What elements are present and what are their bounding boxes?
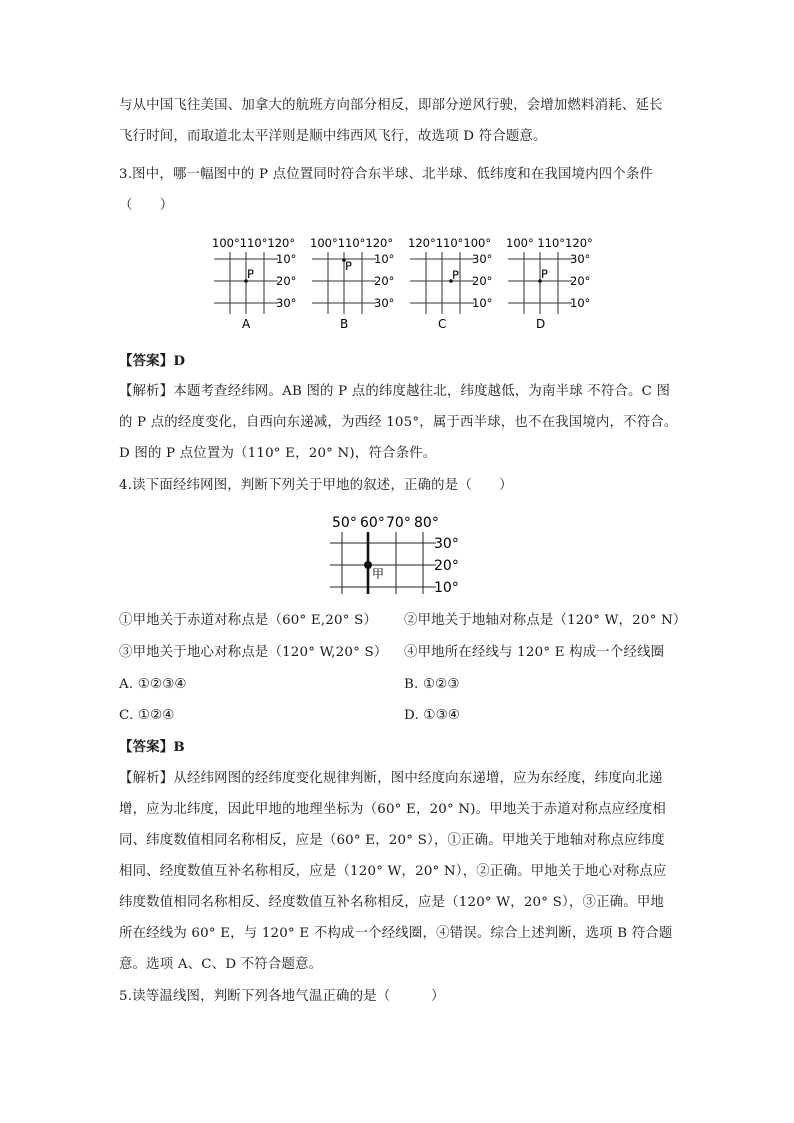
q4-analysis-2: 增，应为北纬度，因此甲地的地理坐标为（60° E，20° N)。甲地关于赤道对称点应经度相 — [119, 802, 666, 817]
q3-fig-b-label: B — [340, 317, 349, 331]
q3-fig-d-lat2: 20° — [570, 274, 591, 288]
q3-fig-c-lat1: 30° — [472, 252, 493, 266]
q3-fig-a-lat2: 20° — [276, 274, 297, 288]
q3-fig-a-p: P — [247, 267, 254, 281]
q3-stem: 3.图中，哪一幅图中的 P 点位置同时符合东半球、北半球、低纬度和在我国境内四个条件 — [119, 167, 654, 182]
q4-fig-lat-30: 30° — [434, 536, 459, 552]
q4-fig-point — [364, 561, 372, 569]
q3-analysis-1: 【解析】本题考查经纬网。AB 图的 P 点的纬度越往北，纬度越低，为南半球 不符合。C 图 — [119, 384, 671, 399]
q4-option-2: ②甲地关于地轴对称点是（120° W，20° N） — [404, 613, 687, 628]
q3-analysis-2: 的 P 点的经度变化，自西向东递减，为西经 105°，属于西半球，也不在我国境内，不符合。 — [119, 415, 678, 430]
q4-analysis-4: 相同、经度数值互补名称相反，应是（120° W，20° N），②正确。甲地关于地心对称点应 — [119, 864, 667, 879]
q4-fig-lon-70: 70° — [386, 515, 411, 531]
intro-line-2: 飞行时间，而取道北太平洋则是顺中纬西风飞行，故选项 D 符合题意。 — [119, 129, 547, 144]
q4-analysis-7: 意。选项 A、C、D 不符合题意。 — [119, 957, 323, 972]
q3-answer: 【答案】D — [119, 353, 186, 369]
q4-choice-b: B. ①②③ — [404, 677, 460, 692]
q4-choice-c: C. ①②④ — [119, 708, 175, 723]
q3-fig-b-p: P — [345, 259, 352, 273]
q3-fig-a-top: 100°110°120° — [212, 236, 296, 250]
q3-fig-d-lat3: 10° — [570, 296, 591, 310]
q4-analysis-6: 所在经线为 60° E，与 120° E 不构成一个经线圈，④错误。综合上述判断，选项 B 符合题 — [119, 926, 673, 941]
q3-fig-b-lat2: 20° — [374, 274, 395, 288]
q3-fig-c-top: 120°110°100° — [408, 236, 492, 250]
q4-figure — [326, 512, 476, 602]
q4-choice-a: A. ①②③④ — [119, 677, 187, 692]
q3-figures — [206, 234, 606, 334]
q4-fig-lon-80: 80° — [414, 515, 439, 531]
q5-stem: 5.读等温线图，判断下列各地气温正确的是（ ） — [119, 989, 445, 1004]
q4-option-4: ④甲地所在经线与 120° E 构成一个经线圈 — [404, 645, 665, 660]
q3-fig-d-lat1: 30° — [570, 252, 591, 266]
q4-answer: 【答案】B — [119, 739, 185, 755]
q3-fig-b-lat1: 10° — [374, 252, 395, 266]
q3-fig-d-p: P — [541, 267, 548, 281]
q4-fig-lat-10: 10° — [434, 580, 459, 596]
q3-fig-a-label: A — [242, 317, 251, 331]
q3-fig-d-top: 100° 110°120° — [506, 236, 593, 250]
q4-fig-lon-60: 60° — [360, 515, 385, 531]
q3-fig-b-top: 100°110°120° — [310, 236, 394, 250]
q3-figure-b — [310, 236, 394, 331]
q3-figure-d — [506, 236, 593, 331]
q4-fig-point-label: 甲 — [372, 567, 385, 581]
q3-fig-c-lat2: 20° — [472, 274, 493, 288]
q4-option-3: ③甲地关于地心对称点是（120° W,20° S） — [119, 645, 388, 660]
q3-fig-c-label: C — [438, 317, 447, 331]
q4-choice-d: D. ①③④ — [404, 708, 460, 723]
q4-fig-lat-20: 20° — [434, 558, 459, 574]
q4-stem: 4.读下面经纬网图，判断下列关于甲地的叙述，正确的是（ ） — [119, 478, 513, 493]
q3-fig-b-lat3: 30° — [374, 296, 395, 310]
q3-fig-a-lat1: 10° — [276, 252, 297, 266]
q4-option-1: ①甲地关于赤道对称点是（60° E,20° S） — [119, 613, 378, 628]
q3-analysis-3: D 图的 P 点位置为（110° E，20° N)，符合条件。 — [119, 446, 437, 461]
q3-figure-c — [408, 236, 492, 331]
q3-fig-c-p: P — [452, 268, 459, 282]
q3-fig-d-label: D — [536, 317, 546, 331]
q3-figure-a — [212, 236, 296, 331]
intro-line-1: 与从中国飞往美国、加拿大的航班方向部分相反，即部分逆风行驶，会增加燃料消耗、延长 — [119, 98, 663, 113]
q4-analysis-5: 纬度数值相同名称相反、经度数值互补名称相反，应是（120° W，20° S），③正确。甲地 — [119, 895, 665, 910]
q4-fig-lon-50: 50° — [332, 515, 357, 531]
q3-fig-c-lat3: 10° — [472, 296, 493, 310]
q3-paren: （ ） — [119, 198, 174, 213]
q4-analysis-1: 【解析】从经纬网图的经纬度变化规律判断，图中经度向东递增，应为东经度，纬度向北递 — [119, 771, 663, 786]
q4-analysis-3: 同、纬度数值相同名称相反，应是（60° E，20° S），①正确。甲地关于地轴对称点应纬度 — [119, 833, 665, 848]
q3-fig-a-lat3: 30° — [276, 296, 297, 310]
